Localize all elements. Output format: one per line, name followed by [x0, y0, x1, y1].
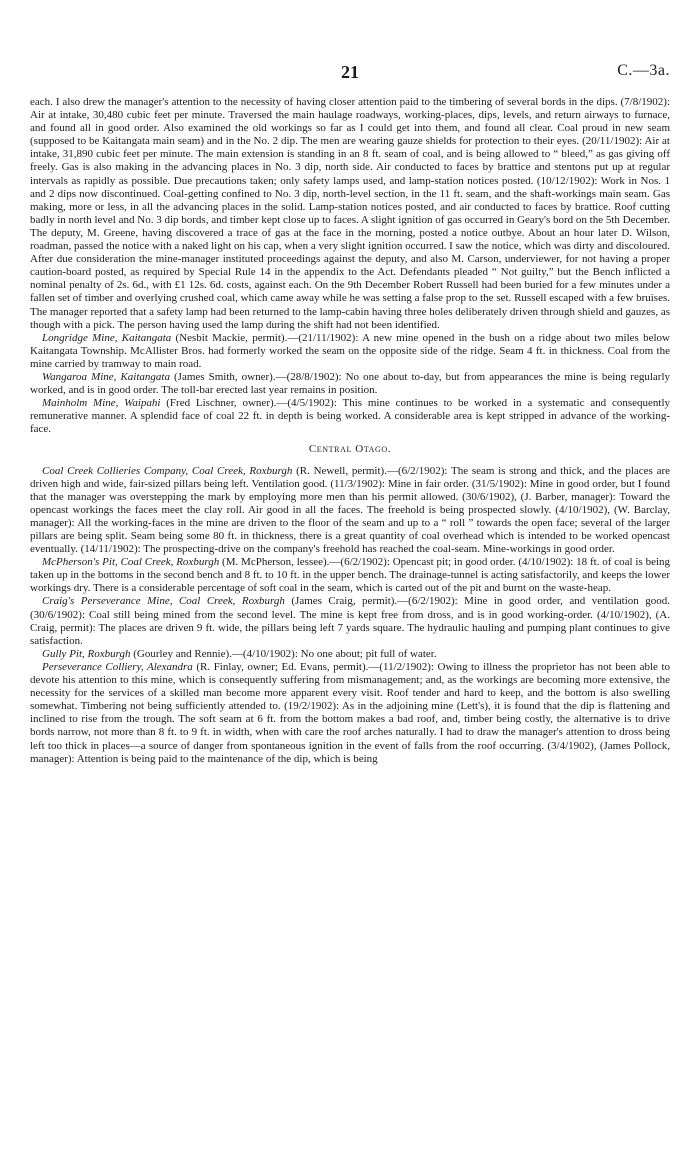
mine-entry-title: Mainholm Mine, Waipahi [42, 397, 161, 410]
paragraph [30, 96, 670, 332]
mine-entry-text: (James Smith, owner).—(28/8/1902): No one about to-day, but from appearances the mine is being regularly worked, and is in good order. The toll-bar erected last year remains in position. [30, 370, 671, 397]
mine-entry-title: Gully Pit, Roxburgh [42, 647, 131, 660]
page-header [30, 62, 670, 86]
page-number: 21 [341, 62, 359, 82]
mine-entry-text: (Nesbit Mackie, permit).—(21/11/1902): A new mine opened in the bush on a ridge about two miles below Kaitangata Township. McAllister Bros. had formerly worked the seam on the opposite side of the ridge. Seam 4 ft. in thickness. Coal from the mine carried by tramway to main road. [30, 331, 670, 370]
document-body [30, 96, 670, 766]
mine-entry [30, 397, 670, 436]
mine-entry [30, 595, 670, 647]
mine-entry-title: Craig's Perseverance Mine, Coal Creek, Roxburgh [42, 595, 285, 608]
paragraph-text: each. I also drew the manager's attention to the necessity of having closer attention paid to the timbering of several bords in the dips. (7/8/1902): Air at intake, 30,480 cubic feet per minute. Traversed the main haulage roadways, working-places, dips, levels, and return airways to furnace, and found all in good order. Also examined the old workings so far as I could get into them, and found all clear. Coal proud in new seam (supposed to be Kaitangata main seam) and in the No. 2 dip. The men are wearing gauze shields for protection to their eyes. (20/11/1902): Air at intake, 31,890 cubic feet per minute. The main extension is standing in an 8 ft. seam of coal, and is being allowed to “ bleed,” as gas giving off freely. Gas is also making in the advancing places in No. 3 dip, north side. Air conducted to faces by brattice and stentons put up at regular intervals as rapidly as possible. Due precautions taken; only safety lamps used, and lamp-station notices posted. (10/12/1902): Work in Nos. 1 and 2 dips now discontinued. Coal-getting confined to No. 3 dip, north-level section, in the 11 ft. seam, and the shaft-workings main seam. Gas making, more or less, in all the advancing places in the solid. Lamp-station notices posted, and air conducted to faces by brattice. Roof cutting badly in north level and No. 3 dip bords, and timber kept close up to faces. A slight ignition of gas occurred in Geary's bord on the 5th December. The deputy, M. Greene, having discovered a trace of gas at the face in the morning, posted a notice outbye. About an hour later D. Wilson, roadman, passed the notice with a naked light on his cap, when a very slight ignition occurred. I saw the notice, which was dirty and discoloured. After due consideration the mine-manager instituted proceedings against the deputy, and also M. Carson, underviewer, for not having a proper caution-board posted, as required by Special Rule 14 in the appendix to the Act. Defendants pleaded “ Not guilty,” but the Bench inflicted a nominal penalty of 2s. 6d., with £1 12s. 6d. costs, against each. On the 9th December Robert Russell had been buried for a few minutes under a fallen set of timber and overlying crushed coal, which came away while he was setting a false prop to the set. Russell escaped with a few bruises. The manager reported that a safety lamp had been returned to the lamp-cabin having three holes deliberately driven through shield and gauzes, as though with a pick. The person having used the lamp during the shift had not been identified. [30, 96, 670, 331]
mine-entry [30, 648, 670, 661]
mine-entry-text: (R. Newell, permit).—(6/2/1902): The seam is strong and thick, and the places are driven high and wide, fair-sized pillars being left. Ventilation good. (11/3/1902): Mine in fair order. (31/5/1902): Mine in good order, but I found that the manager was overstepping the mark by employing more men than his permit allowed. (30/6/1902), (J. Barber, manager): Toward the opencast workings the faces meet the clay roll. Air good in all the faces. The freehold is being prospected slowly. (4/10/1902), (W. Barclay, manager): All the working-faces in the mine are driven to the floor of the seam and up to a “ roll ” towards the open face; several of the larger pillars are being split. Seam being some 80 ft. in thickness, there is a great quantity of coal overhead which is intended to be worked opencast eventually. (14/11/1902): The prospecting-drive on the company's freehold has reached the coal-seam. Mine-workings in good order. [30, 464, 670, 556]
mine-entry-title: Longridge Mine, Kaitangata [42, 331, 172, 344]
mine-entry [30, 332, 670, 371]
mine-entry-text: (R. Finlay, owner; Ed. Evans, permit).—(11/2/1902): Owing to illness the proprietor has not been able to devote his attention to this mine, which is consequently suffering from mismanagement; and, as the workings are becoming more extensive, the necessity for the services of a skilled man become more apparent every visit. Roof tender and hard to keep, and the bottom is also swelling somewhat. Timbering not being sufficiently attended to. (19/2/1902): As in the adjoining mine (Lett's), it is found that the dip is flattening and inclined to rise from the trough. The soft seam at 6 ft. from the bottom makes a bad roof, and, timber being costly, the alternative is to drive bords narrow, not more than 8 ft. to 9 ft. in width, when with care the roof arches naturally. I had to draw the manager's attention to dross being left too thick in places—a source of danger from spontaneous ignition in the event of falls from the roof occurring. (3/4/1902), (James Pollock, manager): Attention is being paid to the maintenance of the dip, which is being [30, 660, 671, 765]
mine-entry-title: Perseverance Colliery, Alexandra [42, 660, 193, 673]
document-reference: C.—3a. [617, 62, 670, 79]
mine-entry-text: (Fred Lischner, owner).—(4/5/1902): This mine continues to be worked in a systematic and consequently remunerative manner. A splendid face of coal 22 ft. in depth is being worked. A considerable area is kept stripped in advance of the working-face. [30, 397, 670, 436]
mine-entry [30, 661, 670, 766]
mine-entry-title: Wangaroa Mine, Kaitangata [42, 370, 170, 383]
mine-entry-text: (M. McPherson, lessee).—(6/2/1902): Opencast pit; in good order. (4/10/1902): 18 ft. of coal is being taken up in the bottoms in the second bench and 8 ft. to 10 ft. in the upper bench. The drainage-tunnel is acting satisfactorily, and keeps the lower workings dry. There is a considerable percentage of soft coal in the seam, which is carted out of the pit and burnt on the waste-heap. [30, 556, 671, 595]
mine-entry-text: (James Craig, permit).—(6/2/1902): Mine in good order, and ventilation good. (30/6/1902): Coal still being mined from the second level. The mine is kept free from dross, and is in good working-order. (4/10/1902), (A. Craig, permit): The places are driven 9 ft. wide, the pillars being left 7 yards square. The hydraulic hauling and pumping plant continues to give satisfaction. [30, 595, 670, 647]
mine-entry-title: Coal Creek Collieries Company, Coal Creek, Roxburgh [42, 464, 293, 477]
mine-entry-title: McPherson's Pit, Coal Creek, Roxburgh [42, 556, 220, 569]
mine-entry [30, 371, 670, 397]
section-heading: Central Otago. [308, 443, 392, 456]
mine-entry [30, 556, 670, 595]
mine-entry-text: (Gourley and Rennie).—(4/10/1902): No one about; pit full of water. [130, 647, 437, 660]
mine-entry [30, 465, 670, 557]
